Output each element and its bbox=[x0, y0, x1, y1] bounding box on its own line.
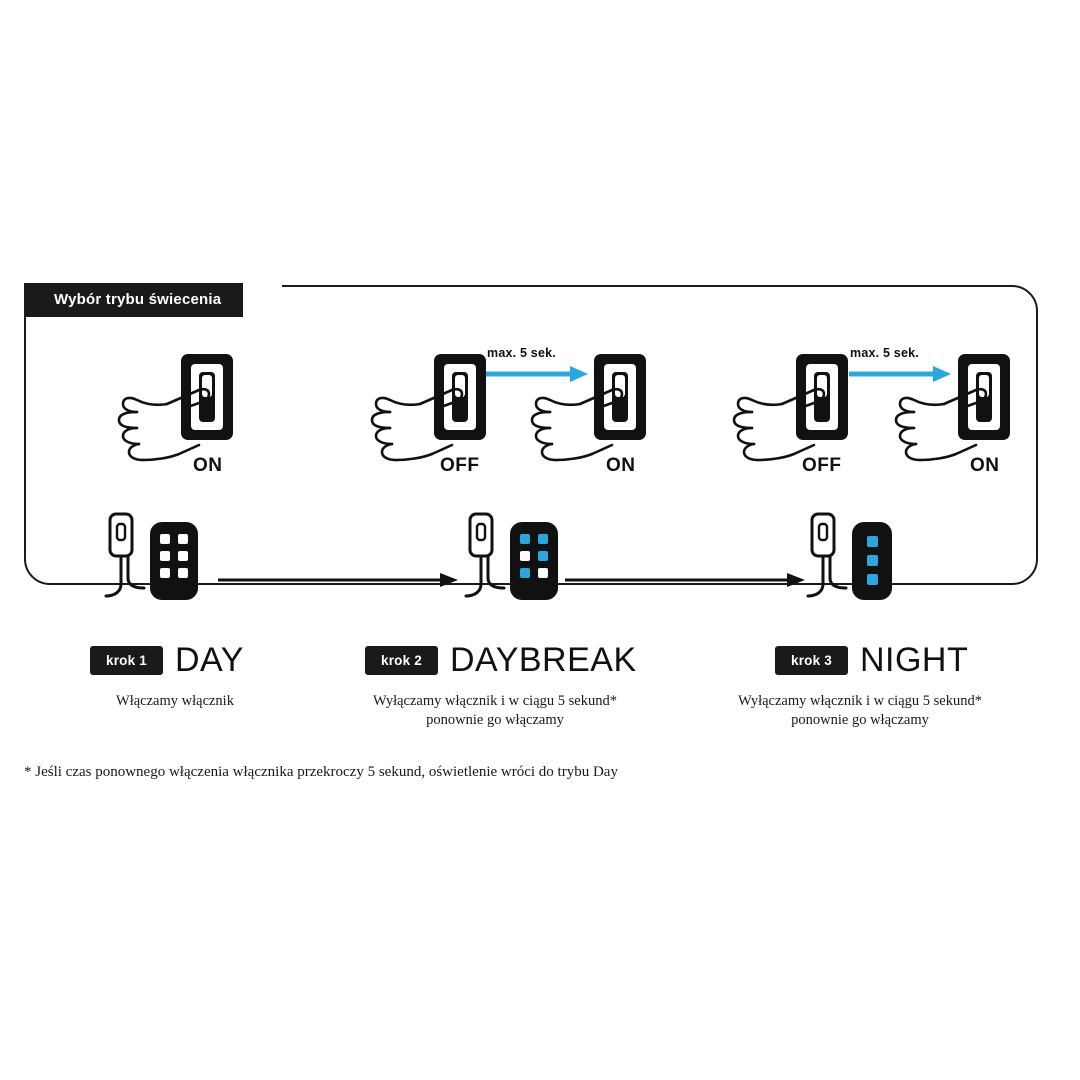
panel-title: Wybór trybu świecenia bbox=[24, 283, 243, 317]
step-caption-1 bbox=[40, 692, 310, 711]
remote-control-icon bbox=[852, 522, 892, 600]
step-row-2 bbox=[365, 641, 637, 680]
lamp-and-remote-daybreak bbox=[448, 512, 578, 622]
step-row-1 bbox=[90, 641, 244, 680]
switch-state-label-5: ON bbox=[970, 455, 1000, 476]
hand-and-switch-group-5 bbox=[872, 348, 1032, 493]
step-row-3 bbox=[775, 641, 968, 680]
lamp-and-remote-day bbox=[88, 512, 218, 622]
step-caption-3-line2: ponownie go włączamy bbox=[791, 712, 929, 728]
step-caption-3-line1: Wyłączamy włącznik i w ciągu 5 sekund* bbox=[738, 693, 982, 709]
mode-illustration-daybreak bbox=[448, 512, 678, 622]
switch-state-label-1: ON bbox=[193, 455, 223, 476]
switch-illustration-5 bbox=[872, 348, 1032, 493]
footnote: * Jeśli czas ponownego włączenia włącznika przekroczy 5 sekund, oświetlenie wróci do trybu Day bbox=[24, 764, 618, 780]
arrow-right-icon-day-to-daybreak bbox=[218, 573, 458, 587]
hand-and-switch-group-3 bbox=[508, 348, 668, 493]
lamp-driver-icon bbox=[466, 514, 504, 596]
mode-name-3: NIGHT bbox=[859, 641, 969, 679]
step-caption-2-line1: Wyłączamy włącznik i w ciągu 5 sekund* bbox=[373, 693, 617, 709]
hand-and-switch-group-1 bbox=[95, 348, 255, 493]
step-chip-2: krok 2 bbox=[365, 646, 438, 675]
switch-state-label-2: OFF bbox=[440, 455, 480, 476]
step-chip-1: krok 1 bbox=[90, 646, 163, 675]
switch-illustration-3 bbox=[508, 348, 668, 493]
switch-state-label-4: OFF bbox=[802, 455, 842, 476]
step-caption-2 bbox=[325, 692, 665, 730]
lamp-driver-icon bbox=[808, 514, 846, 596]
switch-illustration-4 bbox=[710, 348, 870, 493]
mode-name-1: DAY bbox=[174, 641, 244, 679]
remote-control-icon bbox=[510, 522, 558, 600]
mode-name-2: DAYBREAK bbox=[449, 641, 637, 679]
step-chip-3: krok 3 bbox=[775, 646, 848, 675]
arrow-right-icon-daybreak-to-night bbox=[565, 573, 805, 587]
mode-illustration-night bbox=[790, 512, 1020, 622]
remote-control-icon bbox=[150, 522, 198, 600]
timer-label-2: max. 5 sek. bbox=[850, 346, 919, 360]
switch-illustration-1 bbox=[95, 348, 255, 493]
hand-and-switch-group-4 bbox=[710, 348, 870, 493]
mode-illustration-day bbox=[88, 512, 318, 622]
step-caption-2-line2: ponownie go włączamy bbox=[426, 712, 564, 728]
lamp-and-remote-night bbox=[790, 512, 920, 622]
timer-label-1: max. 5 sek. bbox=[487, 346, 556, 360]
lamp-driver-icon bbox=[106, 514, 144, 596]
step-caption-1-line1: Włączamy włącznik bbox=[116, 693, 234, 709]
step-caption-3 bbox=[690, 692, 1030, 730]
switch-state-label-3: ON bbox=[606, 455, 636, 476]
